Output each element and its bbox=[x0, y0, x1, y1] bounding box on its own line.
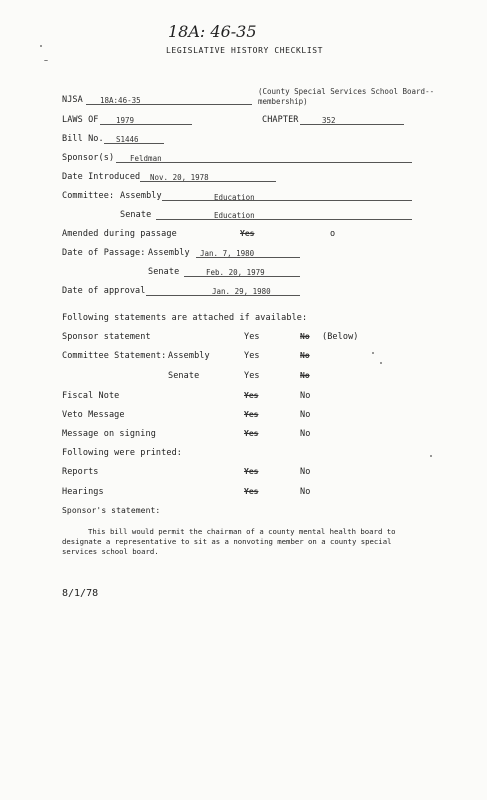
scan-speck bbox=[380, 362, 382, 364]
njsa-note-line2: membership) bbox=[258, 97, 308, 106]
amended-no: o bbox=[330, 229, 336, 239]
printed-hearings-no: No bbox=[300, 487, 311, 497]
attached-message-signing-no: No bbox=[300, 429, 311, 439]
printed-hearings-label: Hearings bbox=[62, 487, 104, 497]
attached-committee-assembly-label: Assembly bbox=[168, 351, 210, 361]
scan-speck bbox=[44, 60, 48, 61]
scan-speck bbox=[40, 45, 42, 47]
printed-reports-label: Reports bbox=[62, 467, 99, 477]
date-introduced-value: Nov. 20, 1978 bbox=[150, 173, 209, 182]
printed-hearings-yes: Yes bbox=[244, 487, 259, 496]
attached-veto-message-no: No bbox=[300, 410, 311, 420]
chapter-line bbox=[300, 124, 404, 125]
attached-sponsor-statement-note: (Below) bbox=[322, 332, 359, 342]
committee-assembly-label: Assembly bbox=[120, 191, 162, 201]
footer-date-mark: 8/1/78 bbox=[62, 588, 99, 599]
committee-senate-label: Senate bbox=[120, 210, 152, 220]
attached-sponsor-statement-yes: Yes bbox=[244, 332, 260, 342]
passage-assembly-value: Jan. 7, 1980 bbox=[200, 249, 255, 258]
njsa-label: NJSA bbox=[62, 95, 83, 105]
attached-fiscal-note-label: Fiscal Note bbox=[62, 391, 120, 401]
amended-yes: Yes bbox=[240, 229, 255, 238]
chapter-value: 352 bbox=[322, 116, 336, 125]
sponsor-statement-header: Sponsor's statement: bbox=[62, 506, 161, 515]
attached-message-signing-yes: Yes bbox=[244, 429, 259, 438]
sponsor-statement-line1: This bill would permit the chairman of a county mental health board to bbox=[88, 527, 396, 536]
attached-message-signing-label: Message on signing bbox=[62, 429, 156, 439]
laws-of-value: 1979 bbox=[116, 116, 135, 125]
printed-reports-yes: Yes bbox=[244, 467, 259, 476]
handwritten-reference: 18A: 46-35 bbox=[168, 22, 257, 41]
passage-senate-label: Senate bbox=[148, 267, 180, 277]
attached-fiscal-note-no: No bbox=[300, 391, 311, 401]
attached-committee-assembly-yes: Yes bbox=[244, 351, 260, 361]
attached-committee-senate-yes: Yes bbox=[244, 371, 260, 381]
sponsor-statement-line2: designate a representative to sit as a nonvoting member on a county special bbox=[62, 537, 392, 546]
scan-speck bbox=[372, 352, 374, 354]
attached-veto-message-label: Veto Message bbox=[62, 410, 125, 420]
attached-veto-message-yes: Yes bbox=[244, 410, 259, 419]
attached-fiscal-note-yes: Yes bbox=[244, 391, 259, 400]
page-title: LEGISLATIVE HISTORY CHECKLIST bbox=[166, 46, 324, 55]
chapter-label: CHAPTER bbox=[262, 115, 299, 125]
njsa-value: 18A:46-35 bbox=[100, 96, 141, 105]
date-passage-label: Date of Passage: bbox=[62, 248, 146, 258]
printed-reports-no: No bbox=[300, 467, 311, 477]
committee-senate-value: Education bbox=[214, 211, 255, 220]
printed-header: Following were printed: bbox=[62, 448, 183, 458]
sponsor-statement-body bbox=[62, 527, 482, 557]
scan-speck bbox=[430, 455, 432, 457]
date-approval-label: Date of approval bbox=[62, 286, 146, 296]
attached-sponsor-statement-label: Sponsor statement bbox=[62, 332, 151, 342]
committee-assembly-line bbox=[162, 200, 412, 201]
committee-senate-line bbox=[156, 219, 412, 220]
passage-assembly-label: Assembly bbox=[148, 248, 190, 258]
attached-committee-statement-label: Committee Statement: bbox=[62, 351, 167, 361]
attached-committee-senate-no: No bbox=[300, 371, 310, 380]
sponsor-label: Sponsor(s) bbox=[62, 153, 115, 163]
attached-header: Following statements are attached if available: bbox=[62, 313, 308, 323]
laws-of-label: LAWS OF bbox=[62, 115, 99, 125]
laws-of-line bbox=[100, 124, 192, 125]
bill-no-label: Bill No. bbox=[62, 134, 104, 144]
attached-committee-senate-label: Senate bbox=[168, 371, 200, 381]
amended-label: Amended during passage bbox=[62, 229, 177, 239]
date-approval-value: Jan. 29, 1980 bbox=[212, 287, 271, 296]
passage-senate-value: Feb. 20, 1979 bbox=[206, 268, 265, 277]
attached-sponsor-statement-no: No bbox=[300, 332, 310, 341]
attached-committee-assembly-no: No bbox=[300, 351, 310, 360]
committee-label: Committee: bbox=[62, 191, 115, 201]
sponsor-value: Feldman bbox=[130, 154, 162, 163]
bill-no-value: S1446 bbox=[116, 135, 139, 144]
sponsor-statement-line3: services school board. bbox=[62, 547, 159, 556]
committee-assembly-value: Education bbox=[214, 193, 255, 202]
date-introduced-label: Date Introduced bbox=[62, 172, 141, 182]
njsa-note-line1: (County Special Services School Board-- bbox=[258, 87, 435, 96]
